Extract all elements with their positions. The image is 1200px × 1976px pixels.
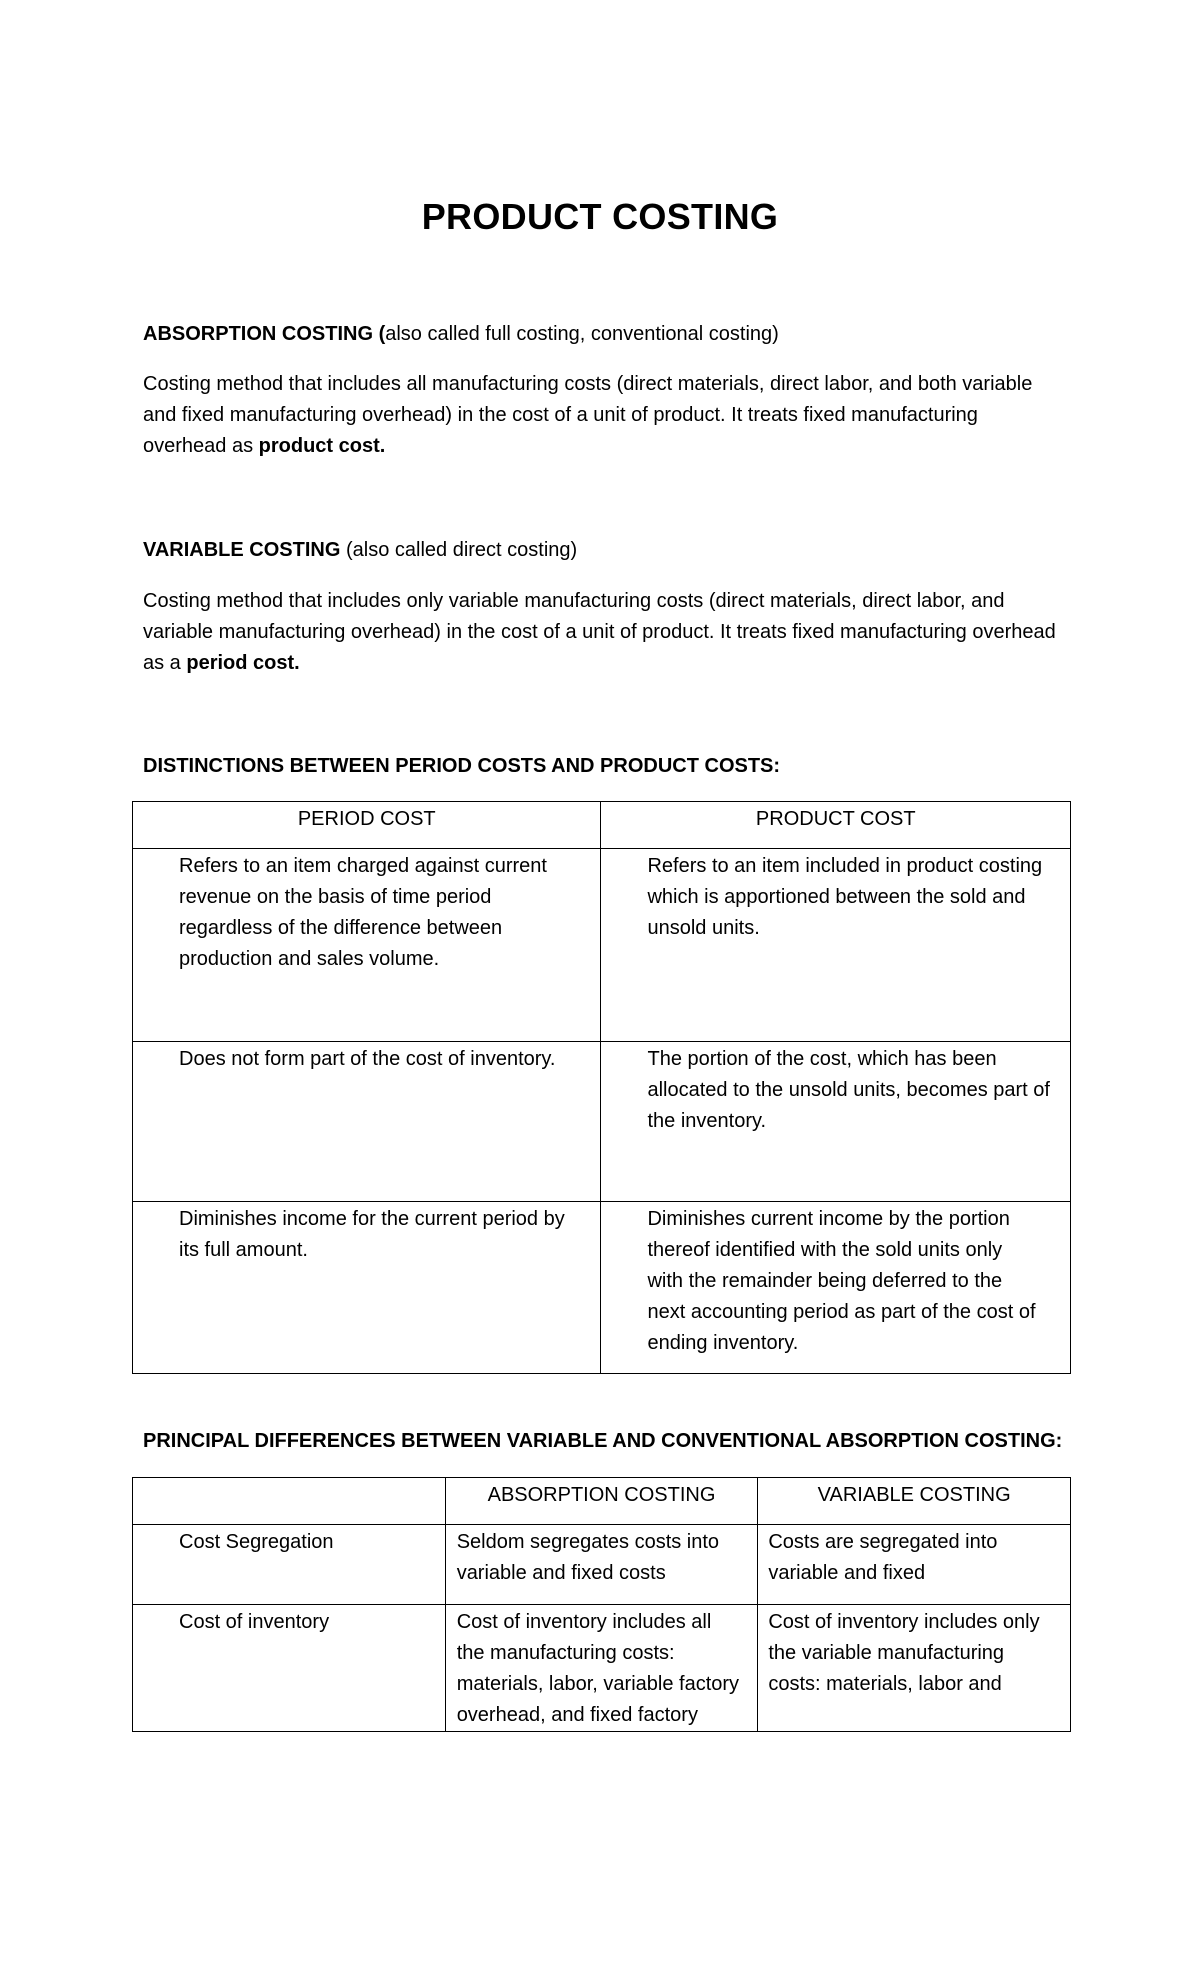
absorption-cell [445, 1605, 758, 1732]
distinctions-table [132, 801, 1071, 1374]
cell-line: Refers to an item charged against current [179, 855, 547, 877]
principal-col-variable: VARIABLE COSTING [758, 1478, 1071, 1525]
principal-col-blank [133, 1478, 446, 1525]
cell-line: with the remainder being deferred to the [647, 1270, 1003, 1292]
table-row [133, 849, 1071, 1042]
cell-line: materials, labor, variable factory [456, 1673, 740, 1695]
table-row [133, 1042, 1071, 1202]
distinctions-col-product-cost: PRODUCT COST [601, 802, 1071, 849]
cell-line: next accounting period as part of the cost of [647, 1301, 1036, 1323]
principal-header-row [133, 1478, 1071, 1525]
absorption-line-3-text: overhead as [143, 435, 259, 457]
row-label-cell [133, 1525, 446, 1605]
distinctions-col-period-cost: PERIOD COST [133, 802, 601, 849]
cell-line: the variable manufacturing [768, 1642, 1005, 1664]
cell-line: the manufacturing costs: [456, 1642, 675, 1664]
variable-period-cost-term: period cost. [186, 652, 300, 674]
variable-definition [143, 586, 1083, 679]
principal-heading [143, 1426, 1103, 1457]
absorption-line-3 [143, 431, 1083, 462]
absorption-heading-label: ABSORPTION COSTING ( [143, 323, 386, 345]
product-cost-cell [601, 849, 1071, 1042]
cell-line: The portion of the cost, which has been [647, 1048, 997, 1070]
variable-line-1: Costing method that includes only variable manufacturing costs (direct materials, direct labor, and [143, 590, 1005, 612]
period-cost-cell [133, 1202, 601, 1374]
variable-heading-label: VARIABLE COSTING [143, 539, 341, 561]
cell-line: regardless of the difference between [179, 917, 503, 939]
period-cost-cell [133, 1042, 601, 1202]
cell-line: the inventory. [647, 1110, 767, 1132]
principal-table [132, 1477, 1071, 1732]
cell-line: allocated to the unsold units, becomes part of [647, 1079, 1050, 1101]
absorption-definition [143, 369, 1083, 462]
cell-line: thereof identified with the sold units only [647, 1239, 1003, 1261]
cell-line: unsold units. [647, 917, 760, 939]
cell-line: which is apportioned between the sold and [647, 886, 1026, 908]
principal-col-absorption: ABSORPTION COSTING [445, 1478, 758, 1525]
cell-line: Costs are segregated into [768, 1531, 998, 1553]
page-title: PRODUCT COSTING [421, 196, 779, 237]
cell-line: Cost of inventory includes only [768, 1611, 1040, 1633]
absorption-cell [445, 1525, 758, 1605]
variable-cell [758, 1525, 1071, 1605]
cell-line: Does not form part of the cost of inventory. [179, 1048, 556, 1070]
variable-cell [758, 1605, 1071, 1732]
table-row [133, 1525, 1071, 1605]
absorption-product-cost-term: product cost. [258, 435, 386, 457]
distinctions-header-row [133, 802, 1071, 849]
cell-line: ending inventory. [647, 1332, 799, 1354]
cell-line: its full amount. [179, 1239, 308, 1261]
cell-line: overhead, and fixed factory [456, 1704, 698, 1726]
cell-line: production and sales volume. [179, 948, 440, 970]
variable-heading-note: (also called direct costing) [340, 539, 578, 561]
absorption-heading [143, 319, 1103, 350]
cell-line: revenue on the basis of time period [179, 886, 492, 908]
cell-line: Cost Segregation [179, 1531, 334, 1553]
product-cost-cell [601, 1202, 1071, 1374]
table-row [133, 1605, 1071, 1732]
period-cost-cell [133, 849, 601, 1042]
variable-line-2: variable manufacturing overhead) in the cost of a unit of product. It treats fixed manufacturing overhead [143, 621, 1056, 643]
cell-line: Diminishes current income by the portion [647, 1208, 1010, 1230]
row-label-cell [133, 1605, 446, 1732]
cell-line: Refers to an item included in product costing [647, 855, 1043, 877]
cell-line: Seldom segregates costs into [456, 1531, 720, 1553]
cell-line: Diminishes income for the current period by [179, 1208, 565, 1230]
distinctions-heading [143, 751, 1103, 782]
product-cost-cell [601, 1042, 1071, 1202]
cell-line: variable and fixed [768, 1562, 926, 1584]
cell-line: Cost of inventory [179, 1611, 330, 1633]
principal-heading-label: PRINCIPAL DIFFERENCES BETWEEN VARIABLE AND CONVENTIONAL ABSORPTION COSTING: [143, 1430, 1063, 1452]
absorption-line-1: Costing method that includes all manufacturing costs (direct materials, direct labor, and both variable [143, 373, 1033, 395]
variable-line-3 [143, 648, 1083, 679]
distinctions-heading-label: DISTINCTIONS BETWEEN PERIOD COSTS AND PRODUCT COSTS: [143, 755, 781, 777]
variable-heading [143, 535, 1103, 566]
cell-line: variable and fixed costs [456, 1562, 666, 1584]
table-row [133, 1202, 1071, 1374]
cell-line: costs: materials, labor and [768, 1673, 1002, 1695]
variable-line-3-text: as a [143, 652, 187, 674]
absorption-line-2: and fixed manufacturing overhead) in the cost of a unit of product. It treats fixed manufacturing [143, 404, 978, 426]
absorption-heading-note: also called full costing, conventional costing) [385, 323, 779, 345]
cell-line: Cost of inventory includes all [456, 1611, 712, 1633]
